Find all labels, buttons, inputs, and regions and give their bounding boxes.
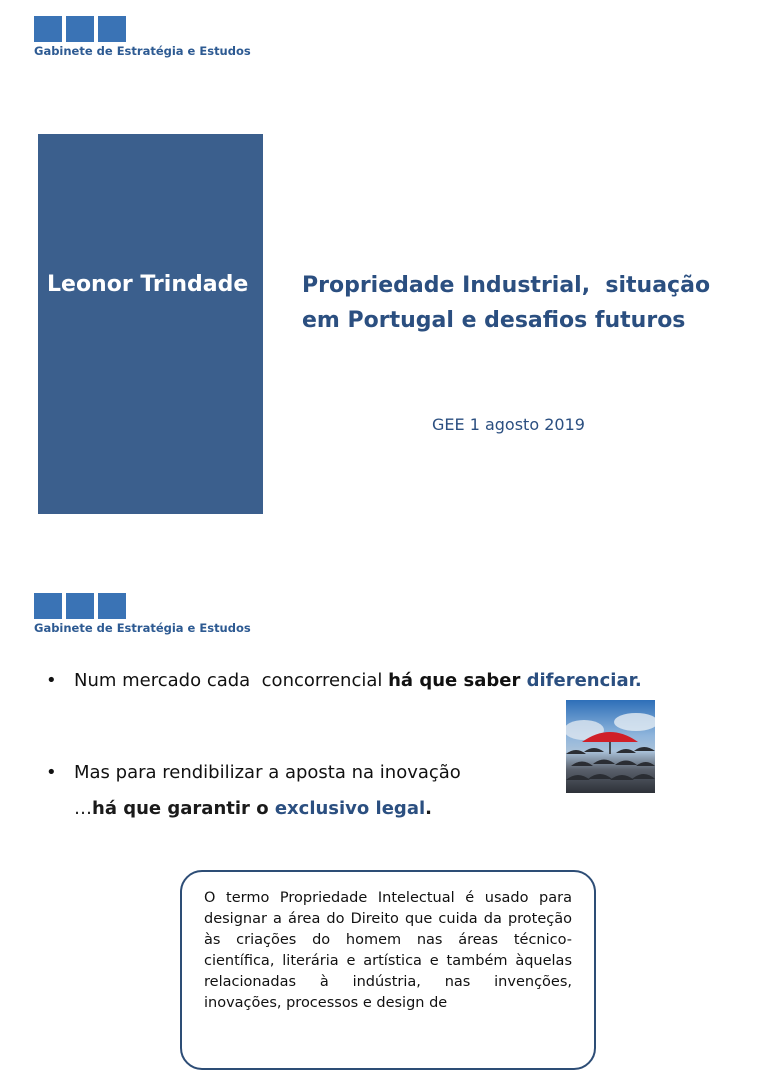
author-name: Leonor Trindade [47,271,249,297]
bullet-dot: • [46,670,57,691]
logo-square [34,16,62,42]
logo-text: Gabinete de Estratégia e Estudos [34,621,251,635]
bullet-text: Num mercado cada concorrencial [74,670,389,691]
logo-square [66,593,94,619]
bullet-continuation [74,798,432,819]
bullet-bold-text: há que saber [388,670,527,691]
logo-squares [34,593,251,619]
gee-logo [34,16,251,58]
definition-box [180,870,596,1070]
bullet-suffix: . [425,798,432,819]
slide-title-line2: em Portugal e desafios futuros [302,308,686,333]
author-panel [38,134,263,514]
slide-title [302,268,742,338]
logo-square [66,16,94,42]
red-umbrella-image [566,700,655,793]
bullet-bold-text: há que garantir o [92,798,275,819]
logo-square [34,593,62,619]
slide-subtitle: GEE 1 agosto 2019 [432,415,585,434]
bullet-dot: • [46,762,57,783]
bullet-highlight-text: diferenciar. [526,670,642,691]
logo-text: Gabinete de Estratégia e Estudos [34,44,251,58]
definition-text: O termo Propriedade Intelectual é usado para designar a área do Direito que cuida da proteção às criações do homem nas áreas técnico-científica, literária e artística e também àquelas relacionadas à indústria, nas invenções, inovações, processos e design de [204,890,572,1011]
logo-square [98,16,126,42]
bullet-text: Mas para rendibilizar a aposta na inovação [74,762,461,783]
slide-title-line1: Propriedade Industrial, situação [302,273,711,298]
ellipsis: … [74,798,92,819]
logo-squares [34,16,251,42]
logo-square [98,593,126,619]
bullet-highlight-text: exclusivo legal [274,798,426,819]
bullet-item [46,762,461,783]
gee-logo [34,593,251,635]
bullet-item [46,670,642,691]
